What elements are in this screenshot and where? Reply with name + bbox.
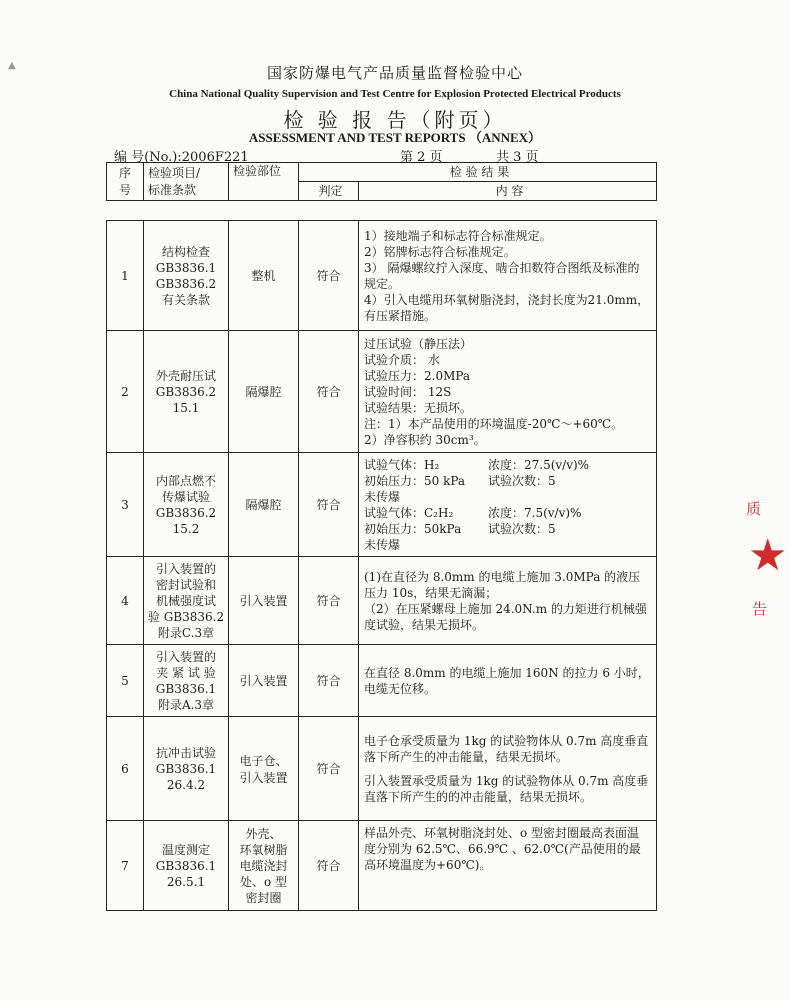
- row-content: 过压试验（静压法） 试验介质： 水 试验压力：2.0MPa 试验时间： 12S 试验结果：无损坏。 注：1）本产品使用的环境温度-20℃～+60℃。 2）净容积约 30cm³。: [359, 331, 657, 453]
- paper-mark: ▲: [8, 60, 16, 71]
- row-item: 引入装置的 夹 紧 试 验 GB3836.1 附录A.3章: [144, 645, 229, 717]
- report-title-en: ASSESSMENT AND TEST REPORTS （ANNEX）: [248, 130, 542, 145]
- row-item: 内部点燃不 传爆试验 GB3836.2 15.2: [144, 453, 229, 557]
- header-seq-2: 号: [118, 182, 131, 197]
- table-row: [107, 557, 657, 645]
- table-row: [107, 331, 657, 453]
- row-no: 7: [107, 821, 144, 911]
- report-number-label: 编 号(No.):: [114, 150, 182, 165]
- row-part: 电子仓、 引入装置: [229, 717, 299, 821]
- table-row: [107, 645, 657, 717]
- header-content: 内 容: [359, 182, 657, 201]
- row-part: 隔爆腔: [229, 453, 299, 557]
- row-item: 抗冲击试验 GB3836.1 26.4.2: [144, 717, 229, 821]
- red-stamp-partial: [740, 490, 790, 650]
- row-no: 2: [107, 331, 144, 453]
- row-part: 隔爆腔: [229, 331, 299, 453]
- row-item: 温度测定 GB3836.1 26.5.1: [144, 821, 229, 911]
- row-content: 电子仓承受质量为 1kg 的试验物体从 0.7m 高度垂直落下所产生的冲击能量，结果无损坏。 引入装置承受质量为 1kg 的试验物体从 0.7m 高度垂直落下所产生的的冲击能量，结果无损坏。: [359, 717, 657, 821]
- row-judge: 符合: [299, 557, 359, 645]
- table-row: [107, 717, 657, 821]
- org-name-cn: 国家防爆电气产品质量监督检验中心: [266, 64, 523, 82]
- row-content: (1)在直径为 8.0mm 的电缆上施加 3.0MPa 的液压压力 10s，结果无滴漏； （2）在压紧螺母上施加 24.0N.m 的力矩进行机械强度试验，结果无损坏。: [359, 557, 657, 645]
- row-judge: 符合: [299, 717, 359, 821]
- header-judge: 判定: [299, 182, 359, 201]
- stamp-char-2: 告: [752, 600, 768, 618]
- row-judge: 符合: [299, 453, 359, 557]
- header-part: 检验部位: [229, 163, 299, 201]
- table-header: [106, 162, 657, 201]
- page-current: 第 2 页: [400, 150, 443, 165]
- row-part: 引入装置: [229, 645, 299, 717]
- page-total: 共 3 页: [496, 150, 539, 165]
- row-content: 1）接地端子和标志符合标准规定。 2）铭牌标志符合标准规定。 3） 隔爆螺纹拧入深度、啮合扣数符合图纸及标准的规定。 4）引入电缆用环氧树脂浇封，浇封长度为21.0mm，有压紧措施。: [359, 221, 657, 331]
- star-icon: ★: [748, 530, 788, 581]
- report-number-value: 2006F221: [181, 150, 249, 165]
- row-part: 引入装置: [229, 557, 299, 645]
- row-judge: 符合: [299, 221, 359, 331]
- row-part: 整机: [229, 221, 299, 331]
- row-no: 4: [107, 557, 144, 645]
- stamp-char-1: 质: [746, 500, 762, 518]
- table-row: [107, 453, 657, 557]
- row-no: 1: [107, 221, 144, 331]
- header-seq: 序: [118, 165, 131, 180]
- row-judge: 符合: [299, 645, 359, 717]
- row-part: 外壳、 环氧树脂 电缆浇封 处、o 型 密封圈: [229, 821, 299, 911]
- results-table: [106, 220, 657, 911]
- table-row: [107, 221, 657, 331]
- table-row: [107, 821, 657, 911]
- row-no: 5: [107, 645, 144, 717]
- row-item: 结构检查 GB3836.1 GB3836.2 有关条款: [144, 221, 229, 331]
- header-item: 检验项目/: [148, 165, 201, 180]
- row-no: 6: [107, 717, 144, 821]
- row-item: 外壳耐压试 GB3836.2 15.1: [144, 331, 229, 453]
- header-result: 检 验 结 果: [299, 163, 657, 182]
- org-name-en: China National Quality Supervision and Test Centre for Explosion Protected Electrical Products: [169, 88, 621, 100]
- row-content: 在直径 8.0mm 的电缆上施加 160N 的拉力 6 小时，电缆无位移。: [359, 645, 657, 717]
- row-judge: 符合: [299, 331, 359, 453]
- header-item-2: 标准条款: [148, 182, 197, 197]
- row-no: 3: [107, 453, 144, 557]
- row-content: 试验气体：H₂ 浓度：27.5(v/v)% 初始压力：50 kPa 试验次数：5 未传爆 试验气体：C₂H₂ 浓度：7.5(v/v)% 初始压力：50kPa 试验次数：5 未传爆: [359, 453, 657, 557]
- row-judge: 符合: [299, 821, 359, 911]
- row-content: 样品外壳、环氧树脂浇封处、o 型密封圈最高表面温度分别为 62.5℃、66.9℃ 、62.0℃(产品使用的最高环境温度为+60℃)。: [359, 821, 657, 911]
- report-title-cn: 检 验 报 告（附页）: [283, 108, 507, 132]
- row-item: 引入装置的 密封试验和 机械强度试 验 GB3836.2 附录C.3章: [144, 557, 229, 645]
